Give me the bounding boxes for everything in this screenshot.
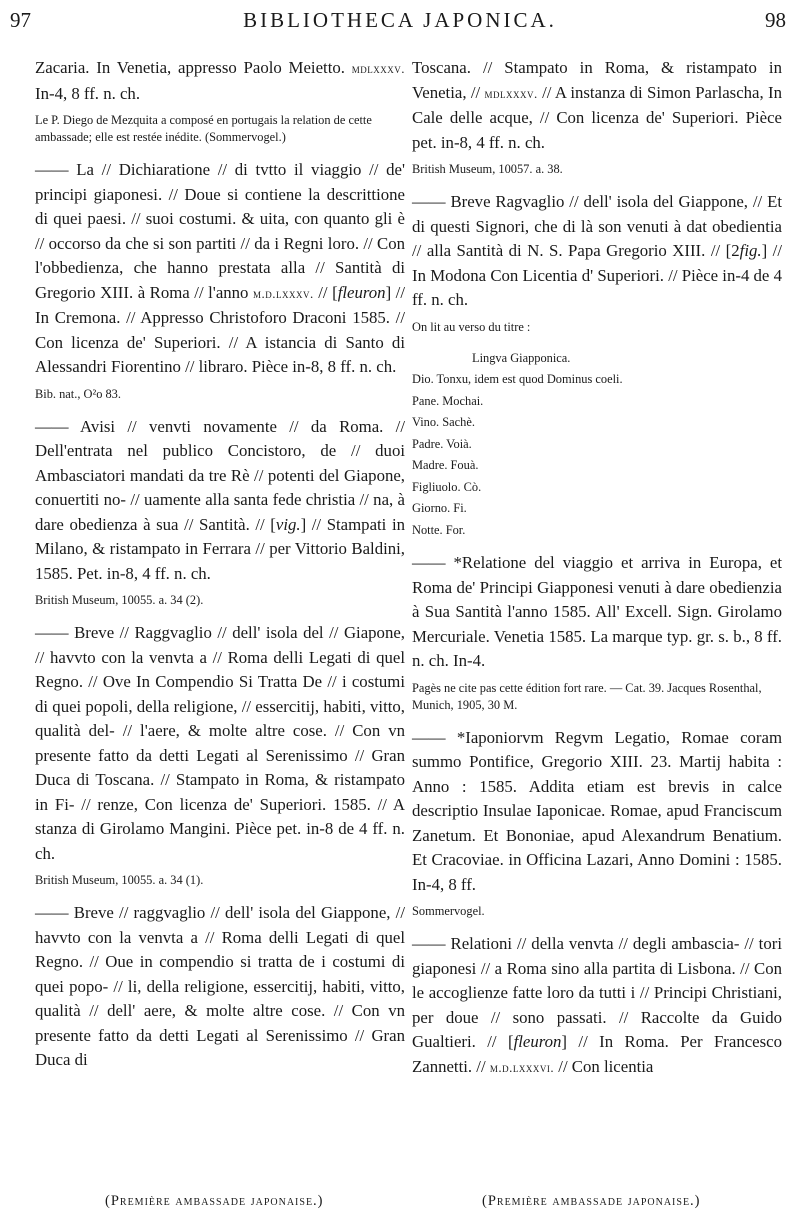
footer-right: (Première ambassade japonaise.) (482, 1193, 701, 1209)
entry-note: Pagès ne cite pas cette édition fort rare. — Cat. 39. Jacques Rosenthal, Munich, 1905, 30 M. (412, 680, 762, 712)
entry-note: Bib. nat., O²o 83. (35, 386, 121, 401)
bibliography-entry: —— Breve Ragvaglio // dell' isola del Giappone, // Et di questi Signori, che di là son venuti à dat obedientia // alla Santità di N. S. Papa Gregorio XIII. // [2fig.] // In Modona Con Licentia d' Superiori. // Pièce in-4 de 4 ff. n. ch. (412, 192, 782, 309)
bibliography-entry: —— La // Dichiaratione // di tvtto il viaggio // de' principi giaponesi. // Doue si contiene la descrittione di quei paesi. // suoi costumi. & uita, con quanto gli è // occorso da che si son partiti // da i Regni loro. // Con l'obbedienza, che hanno prestata alla // Santità di Gregorio XIII. à Roma // l'anno m.d.lxxxv. // [fleuron] // In Cremona. // Appresso Christoforo Draconi 1585. // Con licenza de' Superiori. // A istancia di Santo di Alessandri Fiorentino // libraro. Pièce in-8, 8 ff. n. ch. (35, 160, 405, 376)
entry-note: Le P. Diego de Mezquita a composé en portugais la relation de cette ambassade; elle est restée inédite. (Sommervogel.) (35, 113, 372, 144)
entry-note: British Museum, 10055. a. 34 (2). (35, 593, 204, 607)
bibliography-entry: —— Breve // raggvaglio // dell' isola del Giappone, // havvto con la venvta a // Roma delli Legati di quel Regno. // Oue in compendio si tratta de i costumi di quei popo- // li, della religione, essercitij, habiti, vitto, qualità // dell' aere, & molte altre cose. // Con vn presente fatto da detti Legati al Serenissimo // Gran Duca di (35, 903, 405, 1069)
entry-note: British Museum, 10055. a. 34 (1). (35, 873, 204, 887)
running-title: BIBLIOTHECA JAPONICA. (243, 8, 557, 32)
bibliography-entry: —— Relationi // della venvta // degli ambascia- // tori giaponesi // a Roma sino alla partita di Lisbona. // Con le accoglienze fatte loro da tutti i // Principi Christiani, per doue // sono passati. // Raccolte da Guido Gualtieri. // [fleuron] // In Roma. Per Francesco Zannetti. // m.d.lxxxvi. // Con licentia (412, 934, 782, 1076)
vocabulary-item: Figliuolo. Cò. (412, 479, 482, 494)
entry-note: British Museum, 10057. a. 38. (412, 162, 563, 176)
bibliography-entry: —— Avisi // venvti novamente // da Roma. // Dell'entrata nel publico Concistoro, de // duoi Ambasciatori mandati da tre Rè // potenti del Giapone, conuertiti no- // uamente alla santa fede christia // na, à dare obedienza à sua // Santità. // [vig.] // Stampati in Milano, & ristampato in Ferrara // per Vittorio Baldini, 1585. Pet. in-8, 4 ff. n. ch. (35, 416, 405, 583)
bibliography-entry: —— *Iaponiorvm Regvm Legatio, Romae coram summo Pontifice, Gregorio XIII. 23. Martij habita : Anno : 1585. Addita etiam est brevis in calce descriptio Insulae Iaponicae. Romae, apud Franciscum Zanetum. Et Bononiae, apud Alexandrum Benatium. Et Cracoviae. in Officina Lazari, Anno Domini : 1585. In-4, 8 ff. (412, 727, 782, 894)
vocabulary-item: Padre. Voià. (412, 436, 472, 451)
vocabulary-item: Dio. Tonxu, idem est quod Dominus coeli. (412, 372, 623, 386)
entry-note: Sommervogel. (412, 904, 485, 918)
vocabulary-list (412, 348, 782, 542)
vocabulary-item: Vino. Sachè. (412, 415, 475, 429)
right-column (412, 56, 782, 1086)
page-number-right: 98 (765, 8, 786, 32)
left-column (35, 56, 405, 1079)
footer-left: (Première ambassade japonaise.) (105, 1193, 324, 1209)
page-number-left: 97 (10, 8, 31, 32)
vocabulary-item: Giorno. Fi. (412, 501, 467, 515)
vocabulary-item: Pane. Mochai. (412, 393, 484, 408)
bibliography-entry: —— Breve // Raggvaglio // dell' isola del // Giapone, // havvto con la venvta a // Roma delli Legati di quel Regno. // Ove In Compendio Si Tratta De // i costumi di quei popoli, della religione, // essercitij, habiti, vitto, qualità del- // l'aere, & molte altre cose. // Con vn presente fatto da detti Legati al Serenissimo // Gran Duca di Toscana. // Stampato in Roma, & ristampato in Fi- // renze, Con licenza de' Superiori. 1585. // A stanza di Girolamo Mangini. Pièce pet. in-8 de 4 ff. n. ch. (35, 623, 405, 863)
vocabulary-item: Notte. For. (412, 522, 466, 537)
page-header (0, 0, 800, 40)
bibliography-entry: —— *Relatione del viaggio et arriva in Europa, et Roma de' Principi Giapponesi venuti à dare obedienzia à Sua Santità l'anno 1585. All' Excell. Sign. Girolamo Mercuriale. Venetia 1585. La marque typ. gr. s. b., 8 ff. n. ch. In-4. (412, 553, 782, 670)
vocabulary-item: Madre. Fouà. (412, 458, 479, 472)
bibliography-entry: Zacaria. In Venetia, appresso Paolo Meietto. mdlxxxv. In-4, 8 ff. n. ch. (35, 58, 405, 103)
entry-note: On lit au verso du titre : (412, 319, 531, 334)
bibliography-entry: Toscana. // Stampato in Roma, & ristampato in Venetia, // mdlxxxv. // A instanza di Simon Parlascha, In Cale delle acque, // Con licenza de' Superiori. Pièce pet. in-8, 4 ff. n. ch. (412, 58, 782, 152)
vocabulary-title: Lingva Giapponica. (472, 350, 571, 365)
